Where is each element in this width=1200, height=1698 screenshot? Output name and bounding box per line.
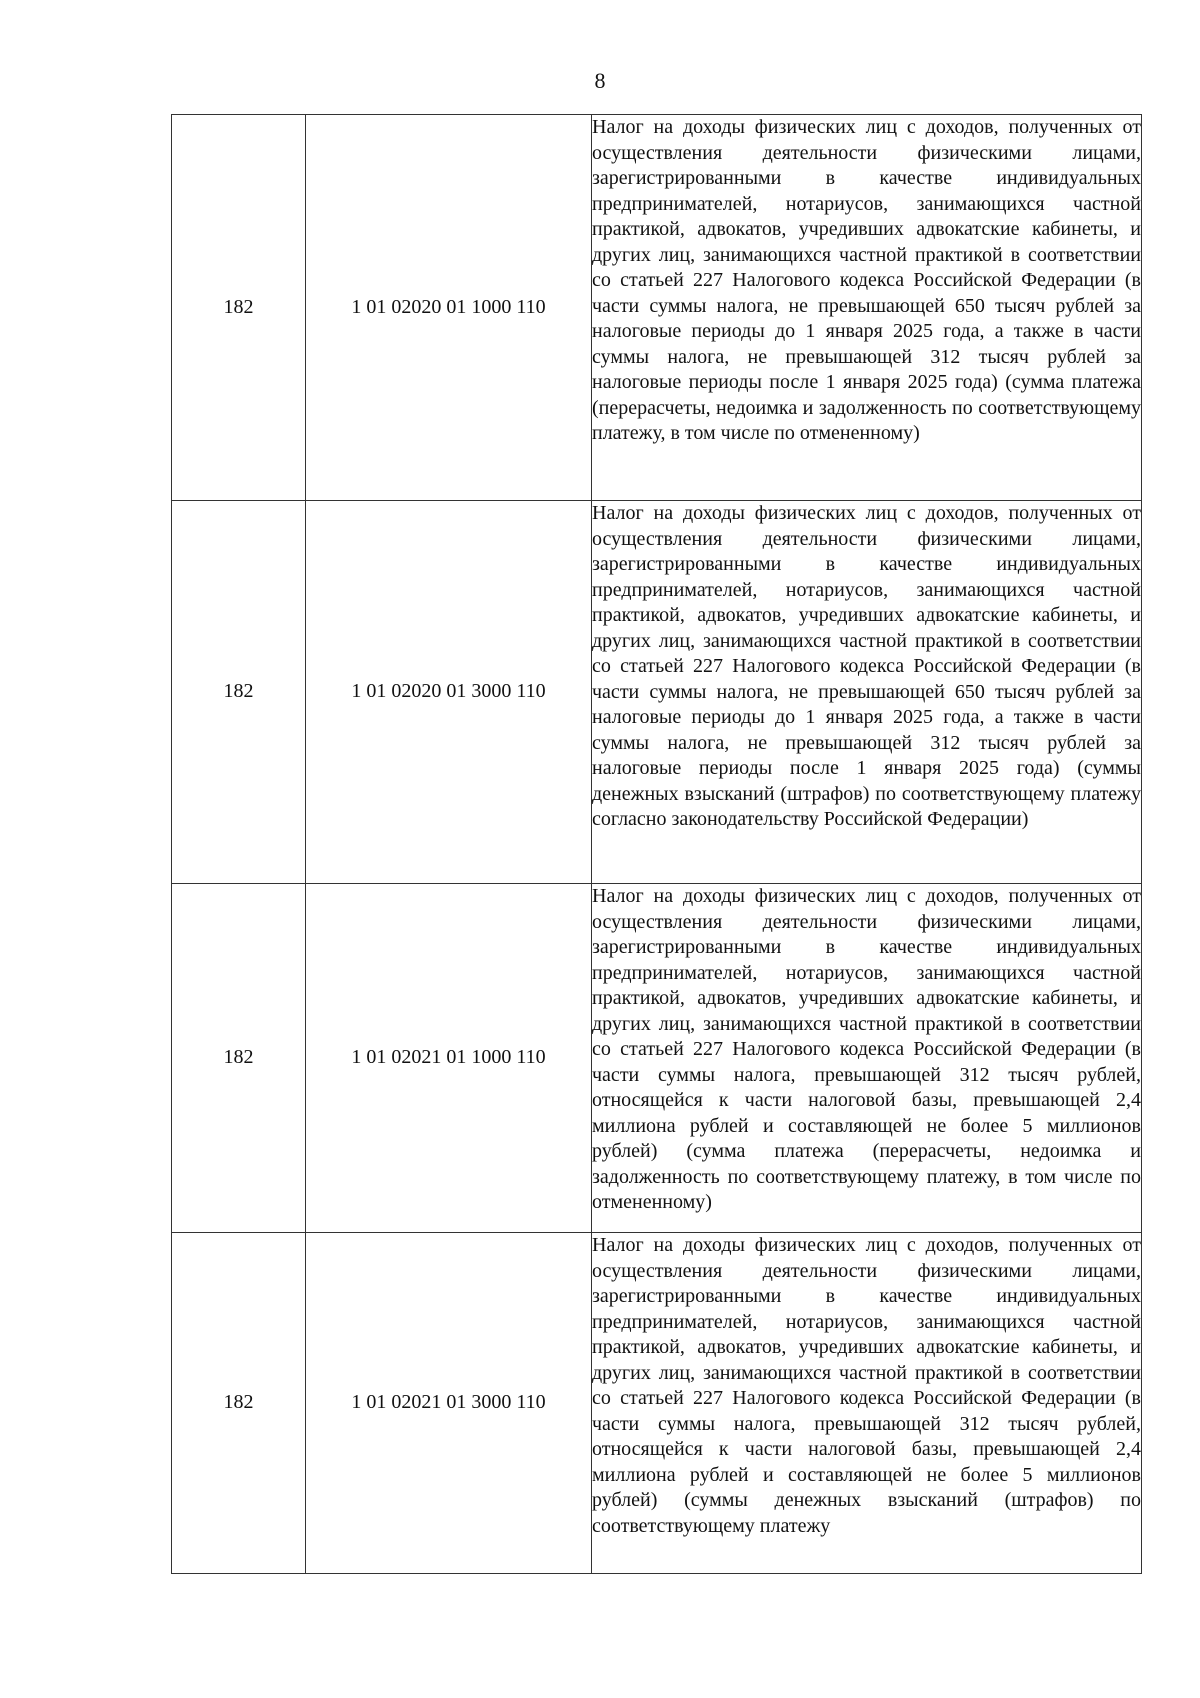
description-cell [592,1233,1142,1574]
kbk-code-cell: 1 01 02021 01 1000 110 [306,884,592,1233]
table-row [172,501,1142,884]
admin-code-cell: 182 [172,115,306,501]
admin-code-cell: 182 [172,884,306,1233]
kbk-code-cell: 1 01 02021 01 3000 110 [306,1233,592,1574]
kbk-code-cell: 1 01 02020 01 1000 110 [306,115,592,501]
description-cell: Налог на доходы физических лиц с доходов, полученных от осуществления деятельности физическими лицами, зарегистрированными в качестве индивидуальных предпринимателей, нотариусов, занимающихся частной практикой, адвокатов, учредивших адвокатские кабинеты, и других лиц, занимающихся частной практикой в соответствии со статьей 227 Налогового кодекса Российской Федерации (в части суммы налога, не превышающей 650 тысяч рублей за налоговые периоды до 1 января 2025 года, а также в части суммы налога, не превышающей 312 тысяч рублей за налоговые периоды после 1 января 2025 года) (суммы денежных взысканий (штрафов) по соответствующему платежу согласно законодательству Российской Федерации) [592,501,1142,884]
description-cell: Налог на доходы физических лиц с доходов, полученных от осуществления деятельности физическими лицами, зарегистрированными в качестве индивидуальных предпринимателей, нотариусов, занимающихся частной практикой, адвокатов, учредивших адвокатские кабинеты, и других лиц, занимающихся частной практикой в соответствии со статьей 227 Налогового кодекса Российской Федерации (в части суммы налога, не превышающей 650 тысяч рублей за налоговые периоды до 1 января 2025 года, а также в части суммы налога, не превышающей 312 тысяч рублей за налоговые периоды после 1 января 2025 года) (сумма платежа (перерасчеты, недоимка и задолженность по соответствующему платежу, в том числе по отмененному) [592,115,1142,501]
table-row [172,1233,1142,1574]
description-cell: Налог на доходы физических лиц с доходов, полученных от осуществления деятельности физическими лицами, зарегистрированными в качестве индивидуальных предпринимателей, нотариусов, занимающихся частной практикой, адвокатов, учредивших адвокатские кабинеты, и других лиц, занимающихся частной практикой в соответствии со статьей 227 Налогового кодекса Российской Федерации (в части суммы налога, превышающей 312 тысяч рублей, относящейся к части налоговой базы, превышающей 2,4 миллиона рублей и составляющей не более 5 миллионов рублей) (сумма платежа (перерасчеты, недоимка и задолженность по соответствующему платежу, в том числе по отмененному) [592,884,1142,1233]
admin-code-cell: 182 [172,501,306,884]
table-row [172,115,1142,501]
revenue-code-table [171,114,1142,1574]
description-text: Налог на доходы физических лиц с доходов, полученных от осуществления деятельности физическими лицами, зарегистрированными в качестве индивидуальных предпринимателей, нотариусов, занимающихся частной практикой, адвокатов, учредивших адвокатские кабинеты, и других лиц, занимающихся частной практикой в соответствии со статьей 227 Налогового кодекса Российской Федерации (в части суммы налога, превышающей 312 тысяч рублей, относящейся к части налоговой базы, превышающей 2,4 миллиона рублей и составляющей не более 5 миллионов рублей) (суммы денежных взысканий (штрафов) по соответствующему платежу [592,1234,1141,1537]
admin-code-cell: 182 [172,1233,306,1574]
kbk-code-cell: 1 01 02020 01 3000 110 [306,501,592,884]
page-number: 8 [594,68,606,93]
table-row [172,884,1142,1233]
